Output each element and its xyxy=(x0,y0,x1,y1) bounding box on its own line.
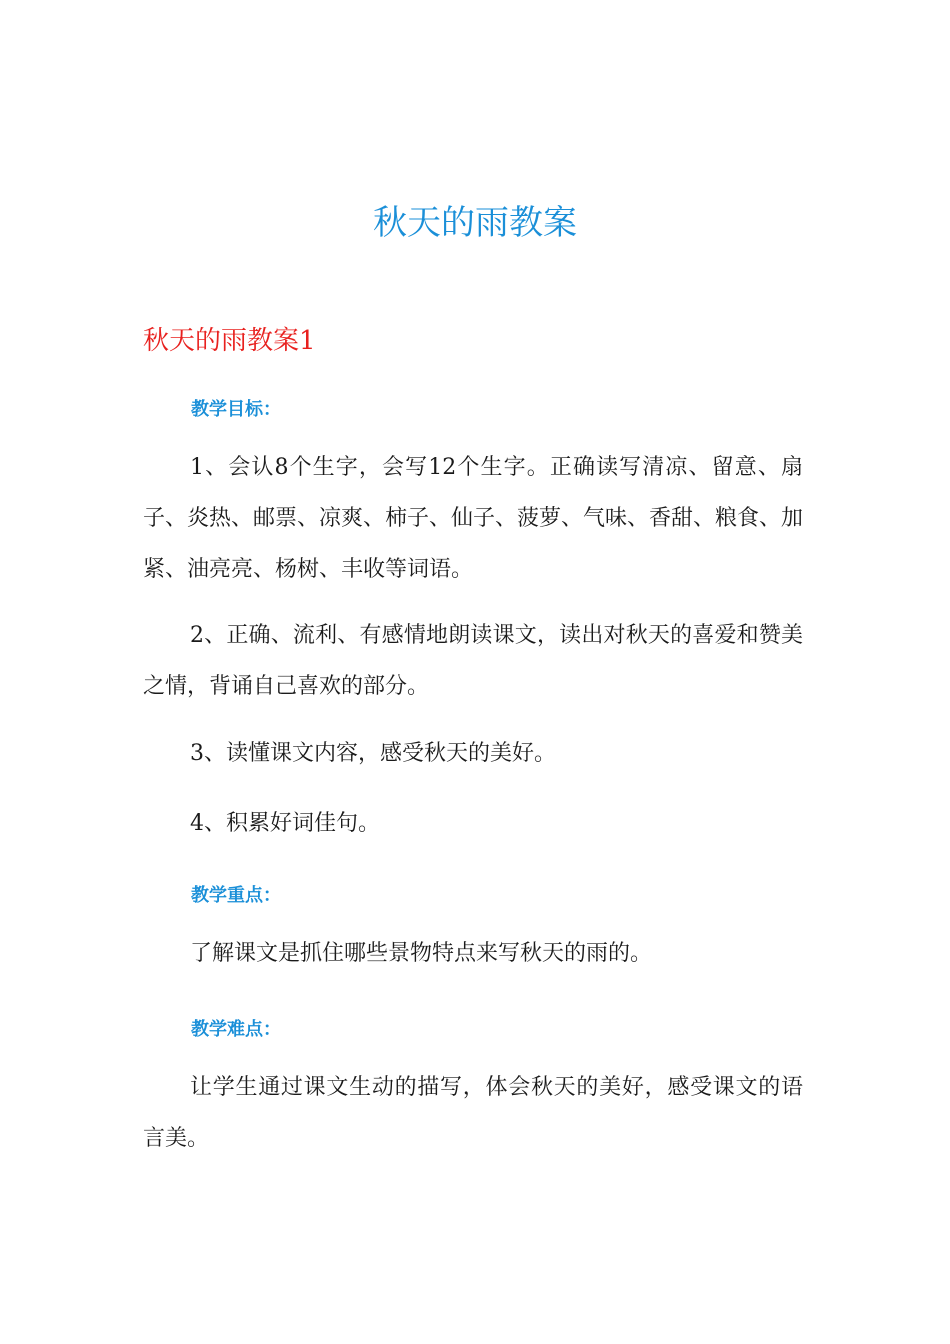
objectives-heading: 教学目标： xyxy=(191,399,281,420)
objective-item-2: 2、正确、流利、有感情地朗读课文，读出对秋天的喜爱和赞美之情，背诵自己喜欢的部分。 xyxy=(143,623,803,699)
objective-item-3: 3、读懂课文内容，感受秋天的美好。 xyxy=(190,741,556,766)
objective-item-4: 4、积累好词佳句。 xyxy=(190,811,380,836)
document-title: 秋天的雨教案 xyxy=(373,203,577,243)
objective-item-1: 1、会认8个生字，会写12个生字。正确读写清凉、留意、扇子、炎热、邮票、凉爽、柿子、仙子、菠萝、气味、香甜、粮食、加紧、油亮亮、杨树、丰收等词语。 xyxy=(143,455,804,582)
section-heading: 秋天的雨教案1 xyxy=(143,326,316,356)
key-points-heading: 教学重点： xyxy=(191,885,281,906)
key-points-text: 了解课文是抓住哪些景物特点来写秋天的雨的。 xyxy=(190,941,653,966)
difficulties-heading: 教学难点： xyxy=(191,1019,281,1040)
difficulties-text: 让学生通过课文生动的描写，体会秋天的美好，感受课文的语言美。 xyxy=(143,1075,803,1151)
